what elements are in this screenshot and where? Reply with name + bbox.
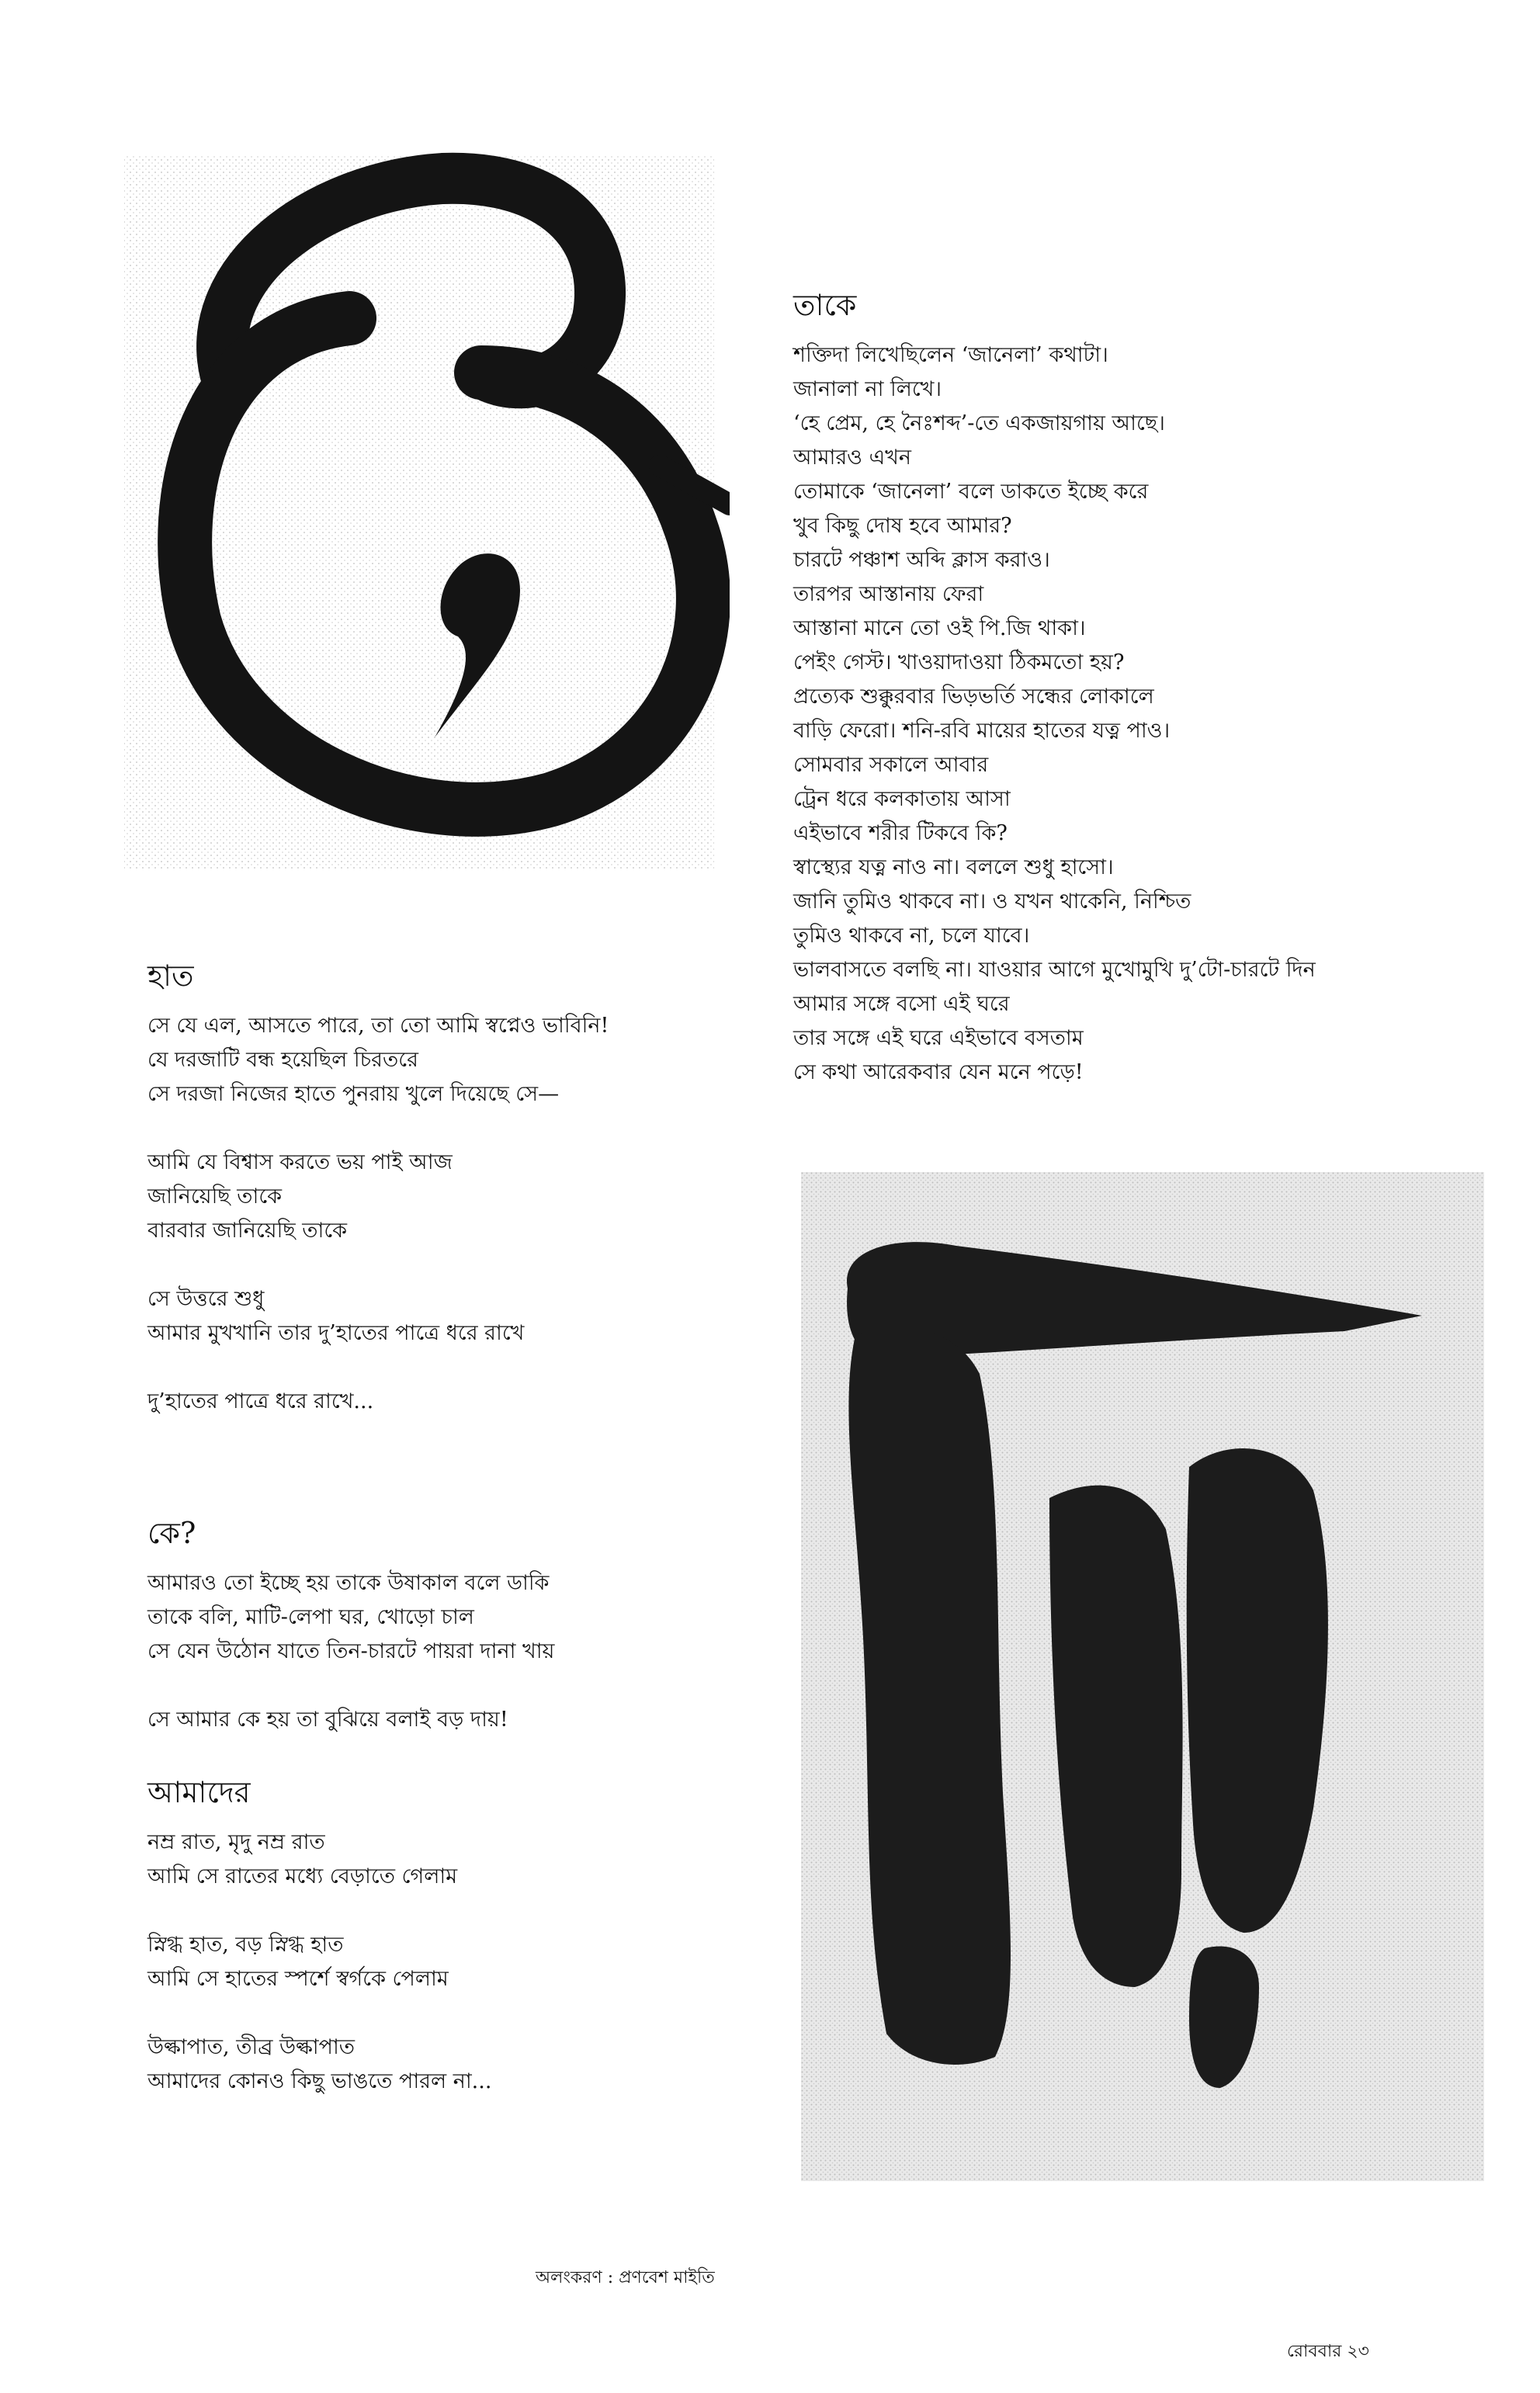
poem-title: হাত — [147, 959, 194, 993]
poem-line: খুব কিছু দোষ হবে আমার? — [793, 514, 1012, 538]
poem-line: যে দরজাটি বন্ধ হয়েছিল চিরতরে — [147, 1048, 418, 1072]
poem-line: সে কথা আরেকবার যেন মনে পড়ে! — [793, 1060, 1084, 1084]
poem-line: তারপর আস্তানায় ফেরা — [793, 582, 984, 606]
stanza-gap — [147, 1894, 768, 1928]
poem-line: আমি সে রাতের মধ্যে বেড়াতে গেলাম — [147, 1864, 458, 1888]
poem-line: জানিয়েছি তাকে — [147, 1184, 283, 1209]
poem-line: তুমিও থাকবে না, চলে যাবে। — [793, 924, 1030, 948]
poem-line: স্বাস্থ্যের যত্ন নাও না। বললে শুধু হাসো। — [793, 855, 1114, 879]
poem-ke — [147, 1514, 768, 1737]
poem-line: আমার মুখখানি তার দু’হাতের পাত্রে ধরে রাখে — [147, 1321, 525, 1345]
poem-take — [793, 286, 1492, 1090]
page-footer: রোববার ২৩ — [1287, 2342, 1369, 2361]
poem-line: আমারও তো ইচ্ছে হয় তাকে উষাকাল বলে ডাকি — [147, 1571, 550, 1595]
stanza-gap — [147, 1669, 768, 1703]
poem-line: সোমবার সকালে আবার — [793, 753, 989, 777]
stanza-gap — [147, 1112, 768, 1146]
poem-body — [147, 1826, 768, 2099]
poem-line: সে দরজা নিজের হাতে পুনরায় খুলে দিয়েছে সে— — [147, 1082, 560, 1106]
illustration-credit: অলংকরণ : প্রণবেশ মাইতি — [536, 2268, 715, 2287]
poem-line: আমাদের কোনও কিছু ভাঙতে পারল না... — [147, 2069, 492, 2093]
poem-line: শক্তিদা লিখেছিলেন ‘জানেলা’ কথাটা। — [793, 343, 1108, 367]
poem-line: আমি যে বিশ্বাস করতে ভয় পাই আজ — [147, 1150, 453, 1174]
stanza-gap — [147, 1351, 768, 1385]
poem-line: ভালবাসতে বলছি না। যাওয়ার আগে মুখোমুখি দু’টো-চারটে দিন — [793, 958, 1316, 982]
poem-line: প্রত্যেক শুক্কুরবার ভিড়ভর্তি সন্ধের লোকালে — [793, 685, 1154, 709]
poem-line: চারটে পঞ্চাশ অব্দি ক্লাস করাও। — [793, 548, 1050, 572]
poem-line: আমারও এখন — [793, 446, 912, 470]
poem-line: আমার সঙ্গে বসো এই ঘরে — [793, 992, 1010, 1016]
poem-line: তার সঙ্গে এই ঘরে এইভাবে বসতাম — [793, 1026, 1084, 1050]
abstract-illustration — [801, 1172, 1484, 2181]
poem-amader — [147, 1773, 768, 2099]
letter-illustration — [116, 140, 730, 885]
stanza-gap — [147, 1996, 768, 2031]
poem-body — [793, 338, 1492, 1090]
poem-line: সে যেন উঠোন যাতে তিন-চারটে পায়রা দানা খায় — [147, 1639, 555, 1663]
poem-line: ‘হে প্রেম, হে নৈঃশব্দ’-তে একজায়গায় আছে। — [793, 411, 1165, 435]
poem-line: সে আমার কে হয় তা বুঝিয়ে বলাই বড় দায়! — [147, 1708, 508, 1732]
stanza-gap — [147, 1248, 768, 1282]
poem-line: এইভাবে শরীর টিকবে কি? — [793, 821, 1008, 845]
poem-line: উল্কাপাত, তীব্র উল্কাপাত — [147, 2035, 356, 2059]
poem-line: নম্র রাত, মৃদু নম্র রাত — [147, 1830, 325, 1854]
poem-line: তাকে বলি, মাটি-লেপা ঘর, খোড়ো চাল — [147, 1605, 474, 1629]
poem-line: স্নিগ্ধ হাত, বড় স্নিগ্ধ হাত — [147, 1933, 344, 1957]
poem-line: তোমাকে ‘জানেলা’ বলে ডাকতে ইচ্ছে করে — [793, 480, 1149, 504]
poem-title: তাকে — [793, 288, 857, 322]
poem-title: আমাদের — [147, 1775, 251, 1809]
poem-title: কে? — [147, 1516, 196, 1550]
poem-line: সে উত্তরে শুধু — [147, 1287, 265, 1311]
poem-line: ট্রেন ধরে কলকাতায় আসা — [793, 787, 1011, 811]
poem-body — [147, 1566, 768, 1737]
poem-body — [147, 1009, 768, 1419]
poem-line: জানি তুমিও থাকবে না। ও যখন থাকেনি, নিশ্চিত — [793, 890, 1191, 914]
poem-line: বাড়ি ফেরো। শনি-রবি মায়ের হাতের যত্ন পাও। — [793, 719, 1171, 743]
poem-line: বারবার জানিয়েছি তাকে — [147, 1219, 348, 1243]
poem-line: আস্তানা মানে তো ওই পি.জি থাকা। — [793, 616, 1086, 640]
poem-line: দু’হাতের পাত্রে ধরে রাখে... — [147, 1389, 374, 1413]
poem-line: জানালা না লিখে। — [793, 377, 942, 401]
poem-line: আমি সে হাতের স্পর্শে স্বর্গকে পেলাম — [147, 1967, 449, 1991]
poem-line: পেইং গেস্ট। খাওয়াদাওয়া ঠিকমতো হয়? — [793, 650, 1125, 675]
poem-line: সে যে এল, আসতে পারে, তা তো আমি স্বপ্নেও ভাবিনি! — [147, 1014, 609, 1038]
poem-haat — [147, 956, 768, 1419]
